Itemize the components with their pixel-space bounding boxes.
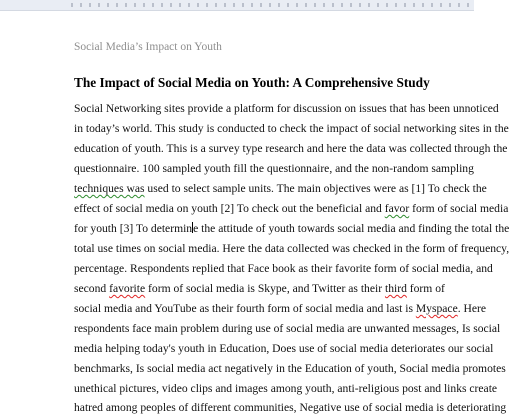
grammar-flag[interactable]: favor (384, 202, 410, 215)
spelling-flag[interactable]: favorite (109, 282, 146, 295)
body-line: unethical pictures, video clips and images among youth, anti-religious post and links create (74, 382, 498, 395)
document-title: The Impact of Social Media on Youth: A Comprehensive Study (74, 75, 430, 90)
text-run: form of social media is Skype, and Twitter as their (145, 282, 385, 295)
body-line: Social Networking sites provide a platform for discussion on issues that has been unnoticed (74, 102, 499, 115)
spelling-flag[interactable]: third (384, 282, 407, 295)
page-header: Social Media’s Impact on Youth (74, 41, 222, 53)
body-line (74, 222, 509, 236)
body-line (74, 182, 487, 196)
body-line: percentage. Respondents replied that Face book as their favorite form of social media, and (74, 262, 493, 275)
body-line: respondents face main problem during use of social media are unwanted messages, Is social (74, 322, 501, 335)
text-run: used to select sample units. The main objectives were as [1] To check the (144, 182, 487, 195)
body-line: questionnaire. 100 sampled youth fill the questionnaire, and the non-random sampling (74, 162, 474, 175)
horizontal-ruler[interactable] (0, 0, 474, 11)
text-run: e the attitude of youth towards social media and finding the total the (193, 222, 509, 235)
body-line: hatred among peoples of different communities, Negative use of social media is deteriorating (74, 401, 507, 414)
body-line (74, 202, 509, 216)
spelling-flag[interactable]: Myspace (415, 302, 458, 315)
body-line: total use times on social media. Here the data collected was checked in the form of frequency, (74, 242, 509, 255)
text-run: for youth [3] To determin (74, 222, 193, 235)
text-run: form of social media (409, 202, 509, 215)
text-run: second (74, 282, 110, 295)
body-line: media helping today's youth in Education, Does use of social media deteriorates our social (74, 342, 494, 355)
body-line: benchmarks, Is social media act negatively in the Education of youth, Social media promotes (74, 362, 506, 375)
body-line: in today’s world. This study is conducted to check the impact of social networking sites in the (74, 122, 509, 135)
body-line (74, 302, 487, 316)
ruler-ticks (0, 1, 474, 9)
grammar-flag[interactable]: techniques was (74, 182, 145, 195)
text-run: social media and YouTube as their fourth form of social media and last is (74, 302, 416, 315)
text-run: effect of social media on youth [2] To check out the beneficial and (74, 202, 385, 215)
text-run: . Here (457, 302, 487, 315)
body-line (74, 282, 445, 296)
text-run: form of (406, 282, 445, 295)
body-line: education of youth. This is a survey type research and here the data was collected through the (74, 142, 508, 155)
